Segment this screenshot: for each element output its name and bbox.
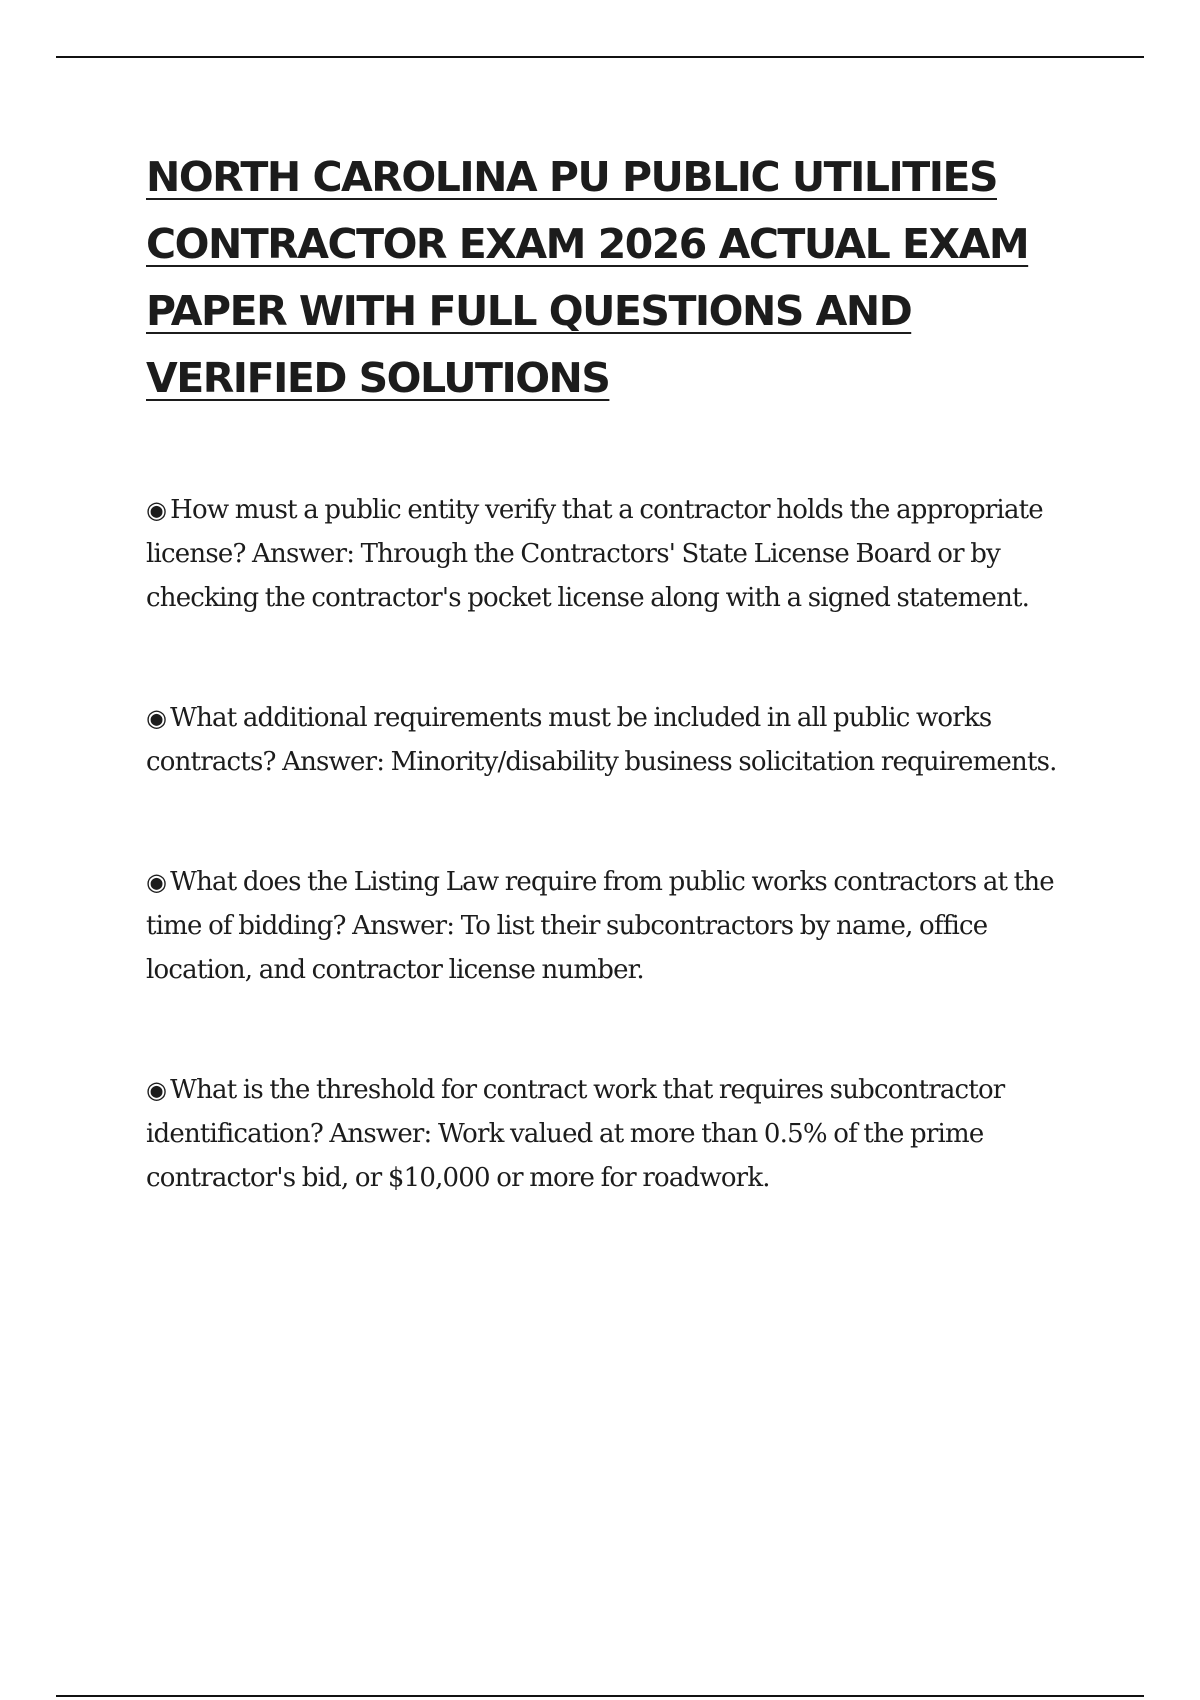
- radio-bullet-icon: ◉: [146, 496, 167, 524]
- question-text: What additional requirements must be included in all public works contracts? Answer: Minority/disability business solicitation requirements.: [146, 703, 1057, 777]
- radio-bullet-icon: ◉: [146, 704, 167, 732]
- question-text: What is the threshold for contract work that requires subcontractor identification? Answer: Work valued at more than 0.5% of the prime contractor's bid, or $10,000 or more for roadwork.: [146, 1075, 1005, 1193]
- question-text: How must a public entity verify that a contractor holds the appropriate license? Answer: Through the Contractors' State License Board or by checking the contractor's pocket license along with a signed statement.: [146, 495, 1043, 613]
- radio-bullet-icon: ◉: [146, 868, 167, 896]
- document-title: NORTH CAROLINA PU PUBLIC UTILITIES CONTRACTOR EXAM 2026 ACTUAL EXAM PAPER WITH FULL QUESTIONS AND VERIFIED SOLUTIONS: [146, 153, 1029, 402]
- bottom-divider: [56, 1695, 1144, 1697]
- question-item: [146, 860, 1096, 992]
- question-text: What does the Listing Law require from public works contractors at the time of bidding? Answer: To list their subcontractors by name, office location, and contractor license number.: [146, 867, 1054, 985]
- question-list: [146, 488, 1096, 1200]
- radio-bullet-icon: ◉: [146, 1076, 167, 1104]
- question-item: [146, 488, 1096, 620]
- question-item: [146, 696, 1096, 784]
- question-item: [146, 1068, 1096, 1200]
- top-divider: [56, 56, 1144, 58]
